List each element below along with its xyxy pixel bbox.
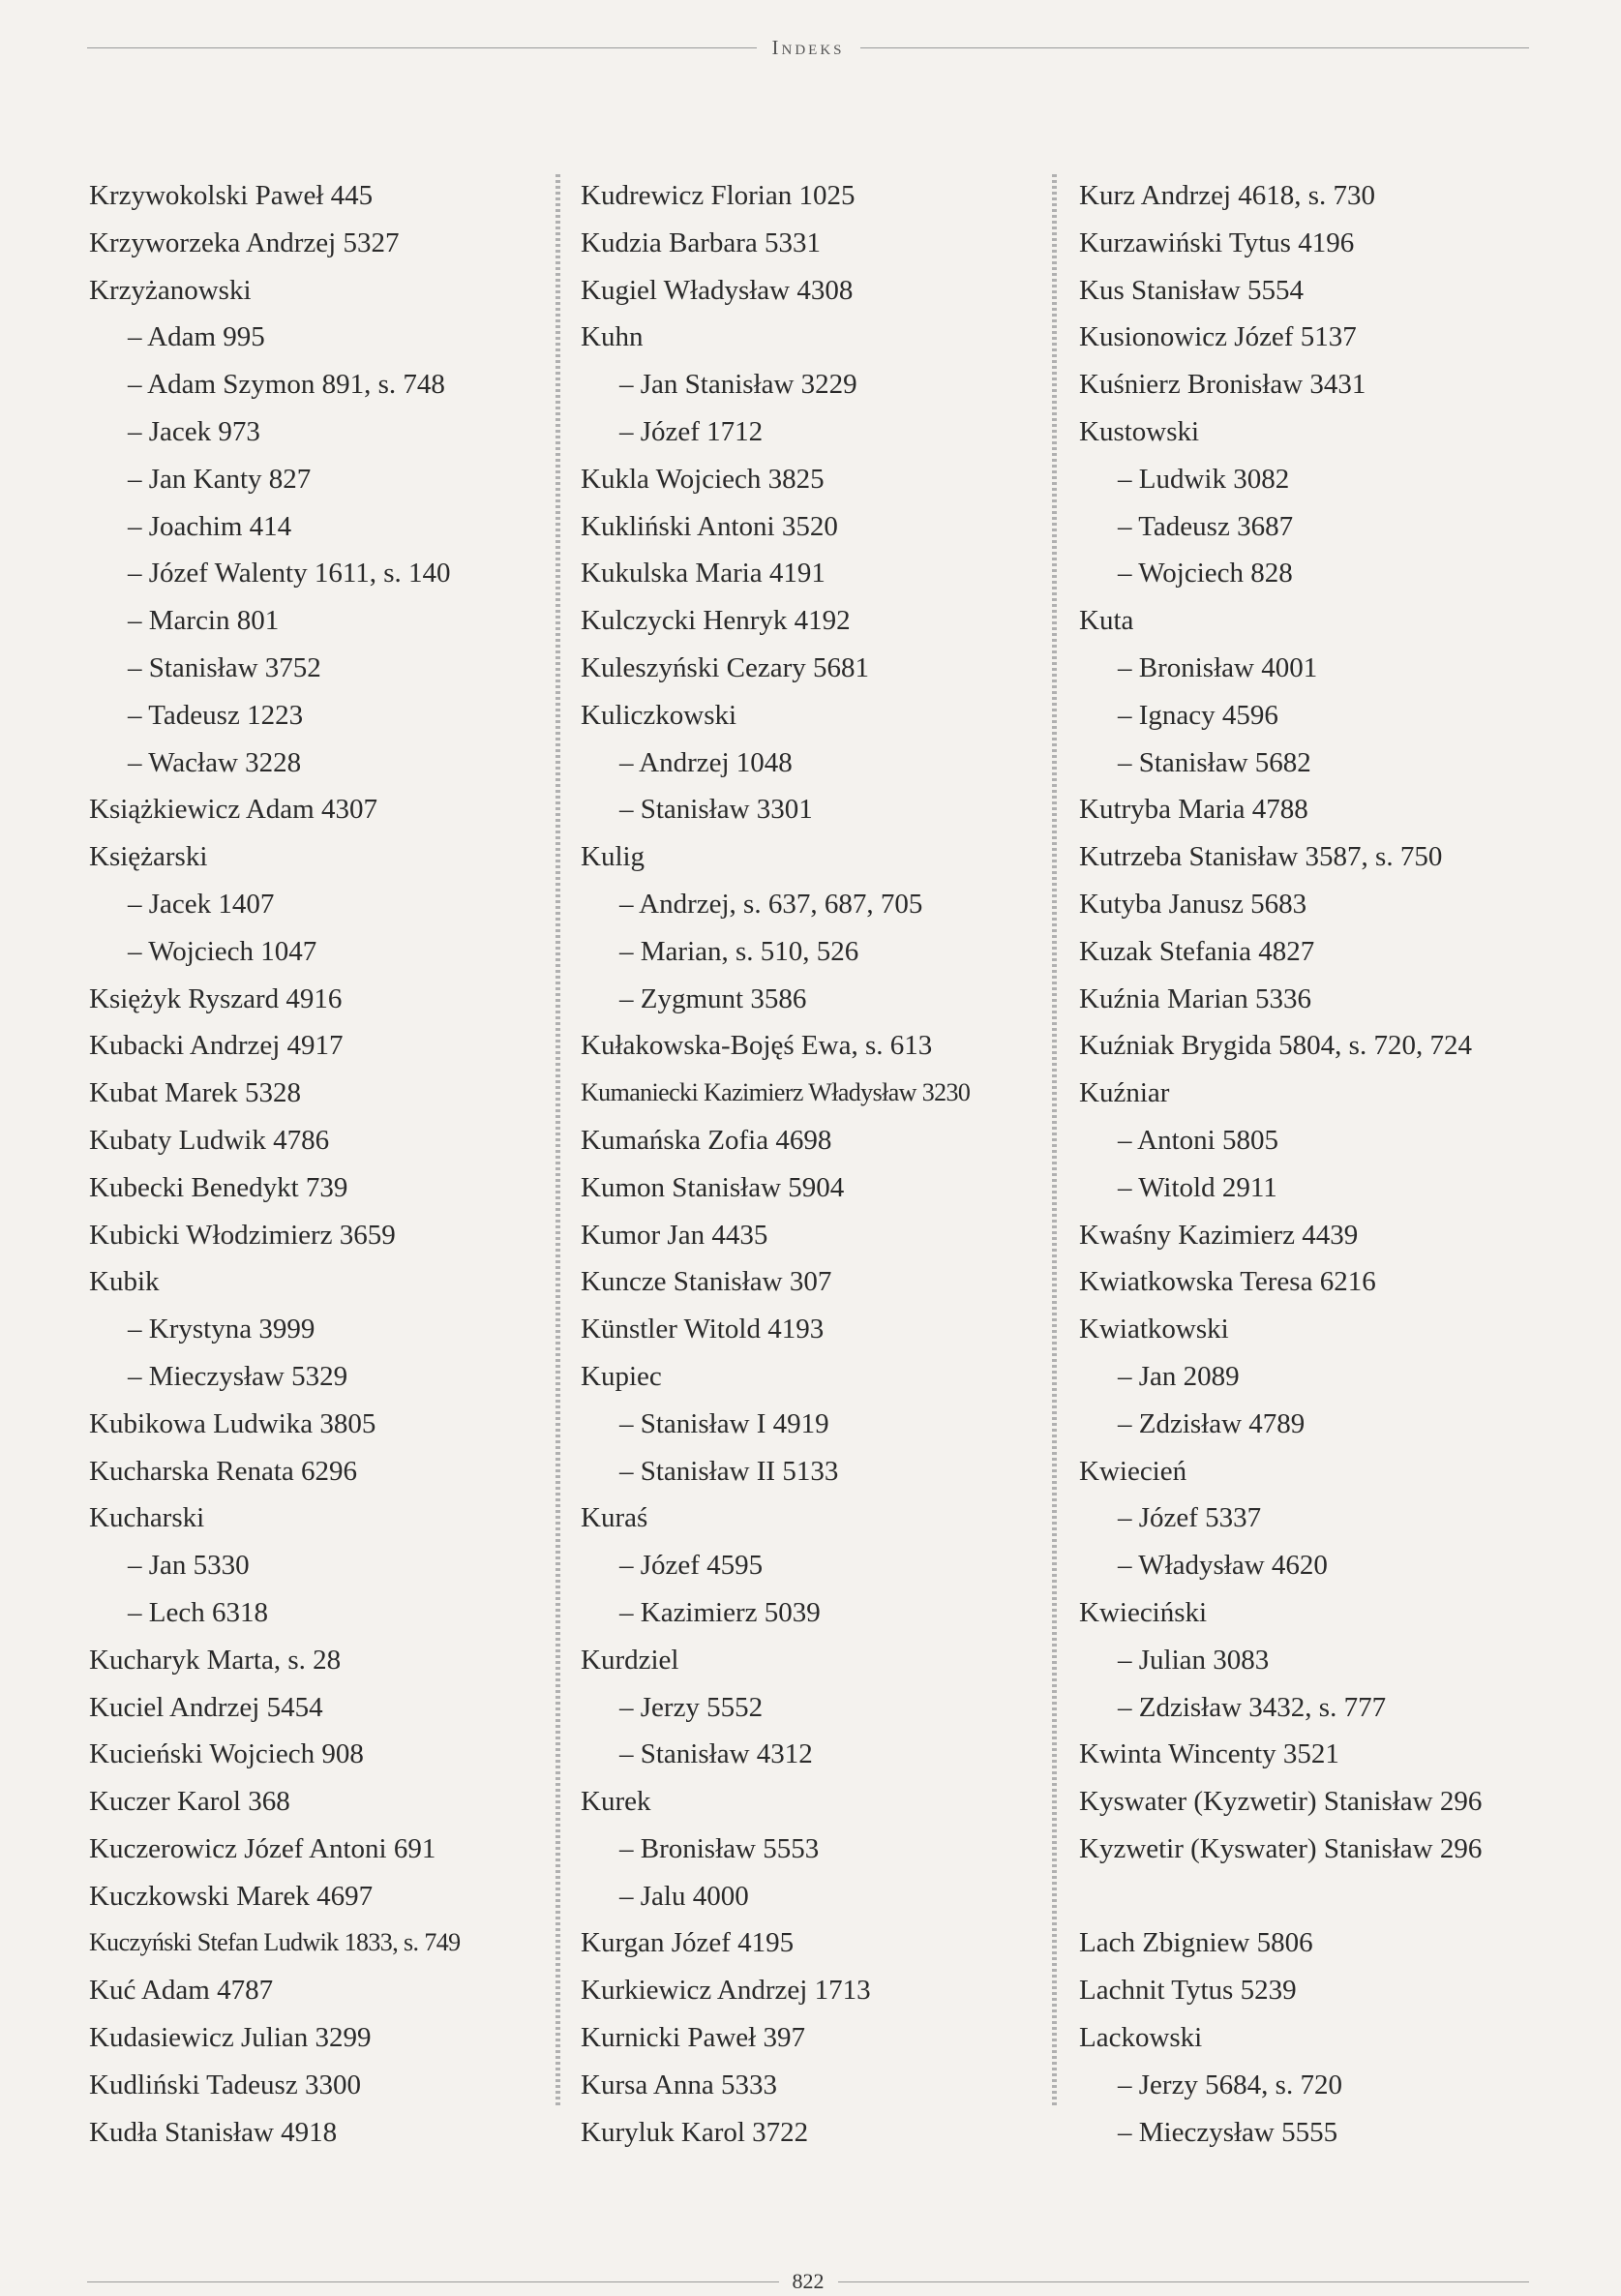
index-entry: Kukla Wojciech 3825: [581, 463, 825, 495]
index-subentry: – Kazimierz 5039: [619, 1596, 821, 1628]
index-subentry: – Ignacy 4596: [1118, 699, 1278, 731]
index-entry: Kwinta Wincenty 3521: [1079, 1738, 1339, 1770]
index-entry: Kubicki Włodzimierz 3659: [89, 1219, 396, 1251]
index-entry: Kuźniar: [1079, 1077, 1170, 1109]
index-entry: Kusionowicz Józef 5137: [1079, 321, 1357, 353]
index-entry: Lach Zbigniew 5806: [1079, 1927, 1313, 1959]
index-subentry: – Stanisław 4312: [619, 1738, 813, 1770]
index-subentry: – Mieczysław 5555: [1118, 2116, 1338, 2148]
index-subentry: – Jan Stanisław 3229: [619, 369, 857, 401]
index-entry: Kupiec: [581, 1360, 662, 1392]
index-subentry: – Julian 3083: [1118, 1644, 1270, 1676]
index-entry: Kwaśny Kazimierz 4439: [1079, 1219, 1359, 1251]
index-entry: Kutryba Maria 4788: [1079, 794, 1308, 826]
running-header: [87, 33, 1529, 62]
header-rule-left: [87, 47, 757, 48]
index-subentry: – Tadeusz 1223: [128, 699, 304, 731]
index-subentry: – Jan 2089: [1118, 1360, 1240, 1392]
index-entry: Kudzia Barbara 5331: [581, 227, 822, 258]
index-entry: Kuraś: [581, 1502, 648, 1534]
index-subentry: – Witold 2911: [1118, 1171, 1277, 1203]
index-subentry: – Zdzisław 3432, s. 777: [1118, 1691, 1387, 1723]
index-entry: Kudliński Tadeusz 3300: [89, 2069, 361, 2100]
index-subentry: – Zygmunt 3586: [619, 982, 807, 1014]
index-entry: Kuczkowski Marek 4697: [89, 1880, 374, 1912]
footer-rule-left: [87, 2281, 779, 2282]
index-entry: Kumaniecki Kazimierz Władysław 3230: [581, 1078, 971, 1107]
index-subentry: – Antoni 5805: [1118, 1124, 1278, 1156]
index-entry: Kucieński Wojciech 908: [89, 1738, 364, 1770]
index-subentry: – Joachim 414: [128, 510, 292, 542]
index-entry: Kyzwetir (Kyswater) Stanisław 296: [1079, 1832, 1483, 1864]
index-subentry: – Zdzisław 4789: [1118, 1407, 1306, 1439]
index-entry: Kubik: [89, 1266, 160, 1298]
index-entry: Kubaty Ludwik 4786: [89, 1124, 330, 1156]
index-subentry: – Bronisław 4001: [1118, 651, 1318, 683]
index-entry: Kucharska Renata 6296: [89, 1455, 358, 1487]
index-subentry: – Stanisław 5682: [1118, 746, 1311, 778]
index-column-3: [1079, 172, 1534, 2156]
index-entry: Kubat Marek 5328: [89, 1077, 302, 1109]
index-entry: Kukulska Maria 4191: [581, 558, 826, 589]
index-entry: Kulig: [581, 841, 645, 873]
index-entry: Kuryluk Karol 3722: [581, 2116, 809, 2148]
index-entry: Kyswater (Kyzwetir) Stanisław 296: [1079, 1786, 1483, 1818]
page-footer: [87, 2267, 1529, 2296]
index-subentry: – Stanisław 3752: [128, 651, 321, 683]
header-title: Indeks: [771, 35, 845, 59]
index-entry: Księżarski: [89, 841, 208, 873]
index-entry: Kutyba Janusz 5683: [1079, 888, 1307, 920]
index-subentry: – Lech 6318: [128, 1596, 268, 1628]
index-entry: Kurz Andrzej 4618, s. 730: [1079, 180, 1376, 211]
index-entry: Kumańska Zofia 4698: [581, 1124, 832, 1156]
index-entry: Kwiecień: [1079, 1455, 1187, 1487]
index-subentry: – Władysław 4620: [1118, 1550, 1328, 1582]
index-entry: Kurdziel: [581, 1644, 679, 1676]
footer-rule-right: [838, 2281, 1530, 2282]
index-entry: Kurkiewicz Andrzej 1713: [581, 1975, 871, 2007]
index-entry: Kuleszyński Cezary 5681: [581, 651, 869, 683]
index-entry: Kwieciński: [1079, 1596, 1208, 1628]
index-entry: Kudła Stanisław 4918: [89, 2116, 338, 2148]
index-subentry: – Józef 5337: [1118, 1502, 1262, 1534]
index-entry: Kursa Anna 5333: [581, 2069, 777, 2100]
index-subentry: – Krystyna 3999: [128, 1314, 315, 1345]
index-subentry: – Andrzej 1048: [619, 746, 793, 778]
index-entry: Kułakowska-Bojęś Ewa, s. 613: [581, 1030, 933, 1062]
index-entry: Kudasiewicz Julian 3299: [89, 2022, 372, 2054]
index-entry: Lackowski: [1079, 2022, 1203, 2054]
index-column-2: [581, 172, 1036, 2156]
index-entry: Kuta: [1079, 605, 1134, 637]
index-subentry: – Józef Walenty 1611, s. 140: [128, 558, 451, 589]
index-subentry: – Mieczysław 5329: [128, 1360, 348, 1392]
index-entry: Künstler Witold 4193: [581, 1314, 825, 1345]
index-entry: Kurek: [581, 1786, 651, 1818]
index-entry: Książkiewicz Adam 4307: [89, 794, 377, 826]
index-entry: Kurzawiński Tytus 4196: [1079, 227, 1355, 258]
index-entry: Kucharyk Marta, s. 28: [89, 1644, 342, 1676]
index-subentry: – Jerzy 5684, s. 720: [1118, 2069, 1342, 2100]
index-entry: Kwiatkowski: [1079, 1314, 1229, 1345]
column-separator: [1052, 174, 1057, 2108]
index-entry: Kumon Stanisław 5904: [581, 1171, 845, 1203]
index-subentry: – Adam Szymon 891, s. 748: [128, 369, 445, 401]
index-entry: Kukliński Antoni 3520: [581, 510, 838, 542]
index-entry: Lachnit Tytus 5239: [1079, 1975, 1297, 2007]
index-subentry: – Stanisław I 4919: [619, 1407, 829, 1439]
index-subentry: – Bronisław 5553: [619, 1832, 820, 1864]
index-entry: Krzyżanowski: [89, 274, 252, 306]
index-entry: Kus Stanisław 5554: [1079, 274, 1304, 306]
index-subentry: – Jacek 1407: [128, 888, 275, 920]
index-entry: Kuczerowicz Józef Antoni 691: [89, 1832, 436, 1864]
index-entry: Kucharski: [89, 1502, 205, 1534]
index-subentry: – Stanisław 3301: [619, 794, 813, 826]
index-subentry: – Wojciech 1047: [128, 935, 317, 967]
index-subentry: – Tadeusz 3687: [1118, 510, 1294, 542]
index-subentry: – Marcin 801: [128, 605, 280, 637]
page-number: 822: [792, 2269, 825, 2293]
index-entry: Krzyworzeka Andrzej 5327: [89, 227, 400, 258]
index-entry: Kuhn: [581, 321, 644, 353]
index-entry: Kugiel Władysław 4308: [581, 274, 854, 306]
index-subentry: – Jalu 4000: [619, 1880, 749, 1912]
index-entry: Kustowski: [1079, 415, 1200, 447]
column-separator: [555, 174, 560, 2108]
index-subentry: – Adam 995: [128, 321, 265, 353]
index-entry: Kuzak Stefania 4827: [1079, 935, 1315, 967]
index-subentry: – Jerzy 5552: [619, 1691, 764, 1723]
index-subentry: – Józef 4595: [619, 1550, 764, 1582]
index-entry: Kuncze Stanisław 307: [581, 1266, 832, 1298]
index-entry: Kubecki Benedykt 739: [89, 1171, 348, 1203]
index-subentry: – Ludwik 3082: [1118, 463, 1290, 495]
index-subentry: – Jan Kanty 827: [128, 463, 312, 495]
index-subentry: – Wacław 3228: [128, 746, 302, 778]
index-subentry: – Marian, s. 510, 526: [619, 935, 859, 967]
index-entry: Księżyk Ryszard 4916: [89, 982, 343, 1014]
index-entry: Kurnicki Paweł 397: [581, 2022, 805, 2054]
index-entry: Kuliczkowski: [581, 699, 737, 731]
index-entry: Kudrewicz Florian 1025: [581, 180, 856, 211]
index-entry: Kuczer Karol 368: [89, 1786, 290, 1818]
index-entry: Kuśnierz Bronisław 3431: [1079, 369, 1366, 401]
index-entry: Kurgan Józef 4195: [581, 1927, 795, 1959]
index-entry: Kuć Adam 4787: [89, 1975, 274, 2007]
index-subentry: – Jacek 973: [128, 415, 260, 447]
index-entry: Kuciel Andrzej 5454: [89, 1691, 323, 1723]
index-column-1: [89, 172, 544, 2156]
index-entry: Kulczycki Henryk 4192: [581, 605, 851, 637]
index-entry: Kubikowa Ludwika 3805: [89, 1407, 376, 1439]
index-subentry: – Stanisław II 5133: [619, 1455, 839, 1487]
index-subentry: – Wojciech 828: [1118, 558, 1293, 589]
index-subentry: – Jan 5330: [128, 1550, 250, 1582]
index-entry: Kwiatkowska Teresa 6216: [1079, 1266, 1376, 1298]
index-entry: Kumor Jan 4435: [581, 1219, 768, 1251]
index-subentry: – Andrzej, s. 637, 687, 705: [619, 888, 923, 920]
index-entry: Kuźnia Marian 5336: [1079, 982, 1311, 1014]
index-entry: Kuczyński Stefan Ludwik 1833, s. 749: [89, 1928, 461, 1957]
index-entry: Krzywokolski Paweł 445: [89, 180, 374, 211]
index-entry: Kuźniak Brygida 5804, s. 720, 724: [1079, 1030, 1472, 1062]
index-entry: Kubacki Andrzej 4917: [89, 1030, 344, 1062]
index-entry: Kutrzeba Stanisław 3587, s. 750: [1079, 841, 1443, 873]
header-rule-right: [860, 47, 1530, 48]
index-subentry: – Józef 1712: [619, 415, 764, 447]
